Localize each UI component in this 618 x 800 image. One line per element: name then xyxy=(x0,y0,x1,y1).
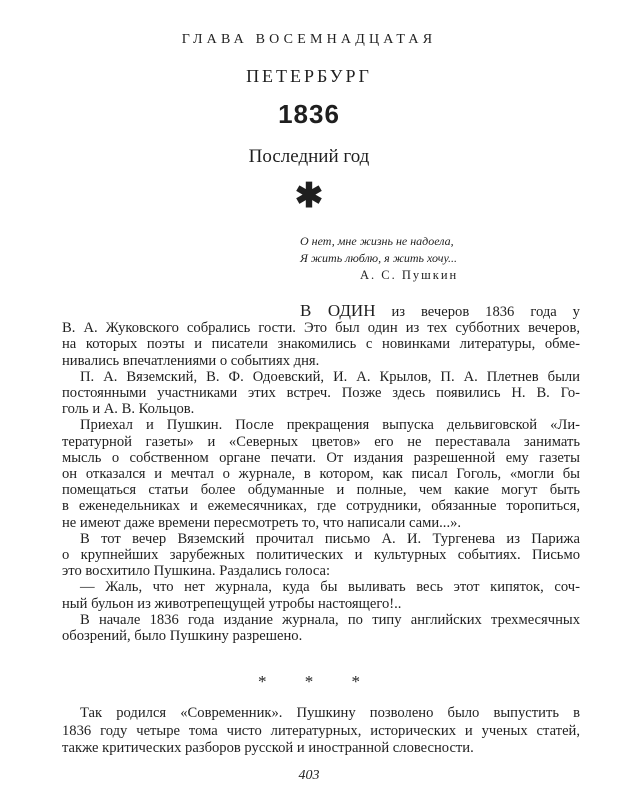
final-paragraph xyxy=(62,705,580,758)
opening-line xyxy=(62,303,580,320)
epigraph-line: Я жить люблю, я жить хочу... xyxy=(300,251,458,265)
paragraph-line: В тот вечер Вяземский прочитал письмо А. И. Тургенева из Парижа xyxy=(80,530,580,547)
paragraph-line: 1836 году четыре тома чисто литературных, исторических и ученых статей, xyxy=(62,722,580,739)
opening-rest: из вечеров 1836 года у xyxy=(375,304,580,320)
paragraph-line: ный бульон из животрепещущей утробы настоящего!.. xyxy=(62,595,402,612)
chapter-subtitle: Последний год xyxy=(248,146,370,167)
paragraph-line: не имеют даже времени пересмотреть то, что написали сами...». xyxy=(62,514,462,531)
page-number: 403 xyxy=(298,768,320,783)
paragraph-line: В. А. Жуковского собрались гости. Это был один из тех субботних вечеров, xyxy=(62,320,580,337)
paragraph-line: голь и А. В. Кольцов. xyxy=(62,401,195,418)
paragraph-line: Приехал и Пушкин. После прекращения выпуска дельвиговской «Ли- xyxy=(80,417,580,434)
chapter-city: ПЕТЕРБУРГ xyxy=(246,66,372,86)
section-separator: * * * xyxy=(258,672,360,691)
paragraph-line: о крупнейших зарубежных политических и культурных событиях. Письмо xyxy=(62,547,580,564)
epigraph xyxy=(300,233,458,284)
chapter-heading: ГЛАВА ВОСЕМНАДЦАТАЯ xyxy=(181,32,437,47)
paragraph-line: мысль о собственном органе печати. От издания разрешенной ему газеты xyxy=(62,449,580,466)
paragraph-line: он отказался и мечтал о журнале, в котором, как писал Гоголь, «могли бы xyxy=(62,466,580,483)
asterisk-ornament-icon: ✱ xyxy=(294,178,324,215)
paragraph-line: помещаться статьи более обдуманные и полные, чем какие могут быть xyxy=(62,482,580,499)
paragraph-line: Так родился «Современник». Пушкину позволено было выпустить в xyxy=(80,705,580,721)
paragraph-line: обозрений, было Пушкину разрешено. xyxy=(62,628,303,645)
paragraph-line: П. А. Вяземский, В. Ф. Одоевский, И. А. Крылов, П. А. Плетнев были xyxy=(80,368,580,385)
main-text xyxy=(62,303,580,644)
paragraph-line: постоянными участниками этих встреч. Позже здесь появились Н. В. Го- xyxy=(62,385,580,402)
paragraph-line: В начале 1836 года издание журнала, по типу английских трехмесячных xyxy=(80,611,580,628)
paragraph-line: тературной газеты» и «Северных цветов» его не переставала занимать xyxy=(62,433,580,450)
paragraph-line: нивались впечатлениями о событиях дня. xyxy=(62,352,320,369)
epigraph-line: О нет, мне жизнь не надоела, xyxy=(300,234,454,248)
paragraph-line: также критических разборов русской и иностранной словесности. xyxy=(62,740,474,756)
paragraph-line: на которых поэты и писатели знакомились с новинками литературы, обме- xyxy=(62,336,580,353)
opening-word: В ОДИН xyxy=(300,301,376,320)
epigraph-author: А. С. Пушкин xyxy=(360,268,459,282)
paragraph-line: это восхитило Пушкина. Раздались голоса: xyxy=(62,563,331,580)
chapter-year: 1836 xyxy=(278,99,340,129)
paragraph-line: — Жаль, что нет журнала, куда бы выливать весь этот кипяток, соч- xyxy=(80,579,580,596)
paragraph-line: в еженедельниках и ежемесячниках, где сотрудники, обязанные торопиться, xyxy=(62,498,580,515)
